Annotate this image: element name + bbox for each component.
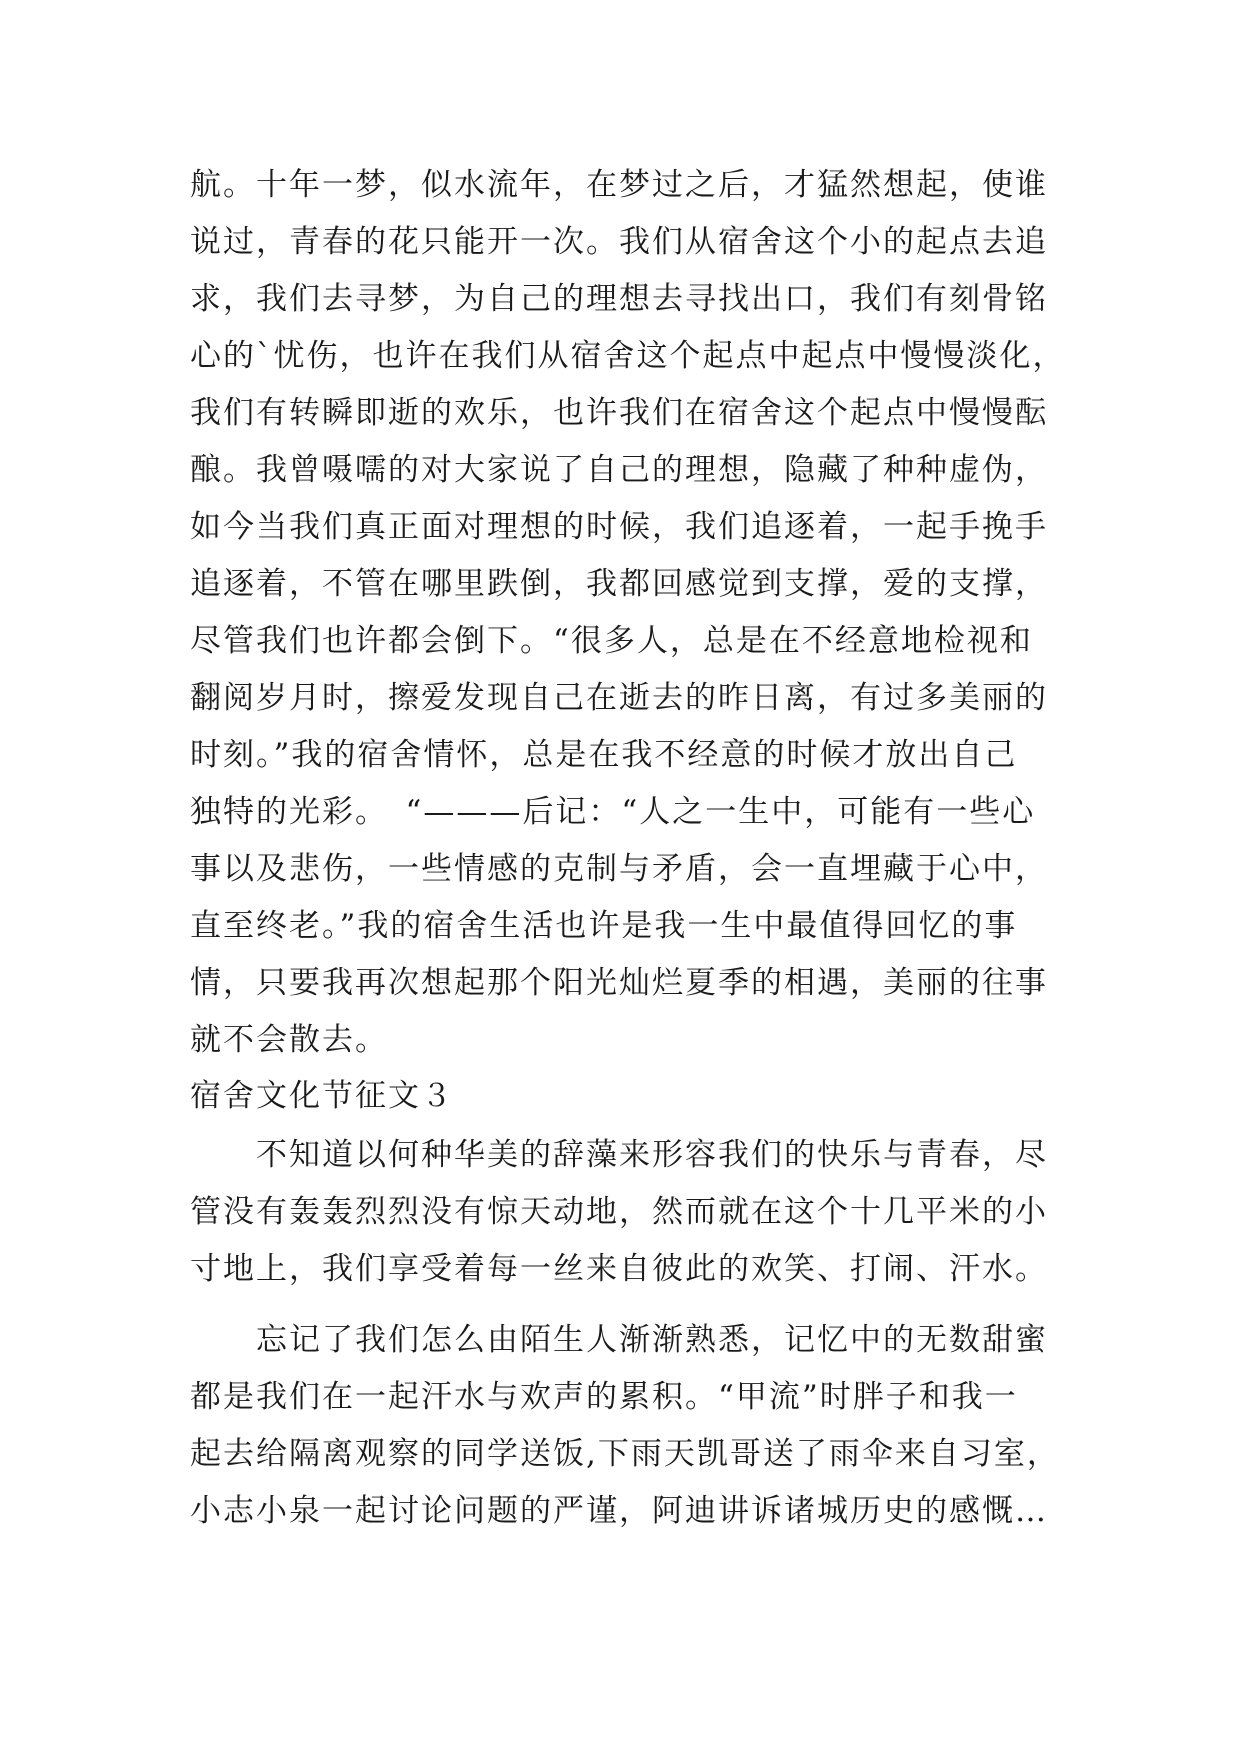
text-line: 我们有转瞬即逝的欢乐，也许我们在宿舍这个起点中慢慢酝 — [190, 395, 1048, 431]
section-title: 宿舍文化节征文３ — [190, 1078, 454, 1114]
text-line: 就不会散去。 — [190, 1022, 388, 1058]
text-line: 直至终老。”我的宿舍生活也许是我一生中最值得回忆的事 — [190, 908, 1018, 944]
text-line: 酿。我曾嗫嚅的对大家说了自己的理想，隐藏了种种虚伪， — [190, 452, 1048, 488]
text-line: 如今当我们真正面对理想的时候，我们追逐着，一起手挽手 — [190, 509, 1048, 545]
text-line: 翻阅岁月时，擦爱发现自己在逝去的昨日离，有过多美丽的 — [190, 680, 1048, 716]
text-line: 管没有轰轰烈烈没有惊天动地，然而就在这个十几平米的小 — [190, 1194, 1048, 1230]
text-line: 尽管我们也许都会倒下。“很多人，总是在不经意地检视和 — [190, 623, 1033, 659]
text-line: 忘记了我们怎么由陌生人渐渐熟悉，记忆中的无数甜蜜 — [256, 1322, 1048, 1358]
text-line: 求，我们去寻梦，为自己的理想去寻找出口，我们有刻骨铭 — [190, 281, 1048, 317]
text-line: 不知道以何种华美的辞藻来形容我们的快乐与青春，尽 — [256, 1137, 1048, 1173]
text-line: 航。十年一梦，似水流年，在梦过之后，才猛然想起，使谁 — [190, 167, 1048, 203]
text-line: 事以及悲伤，一些情感的克制与矛盾，会一直埋藏于心中， — [190, 851, 1048, 887]
text-line: 都是我们在一起汗水与欢声的累积。“甲流”时胖子和我一 — [190, 1379, 1018, 1415]
text-line: 寸地上，我们享受着每一丝来自彼此的欢笑、打闹、汗水。 — [190, 1251, 1048, 1287]
text-line: 情，只要我再次想起那个阳光灿烂夏季的相遇，美丽的往事 — [190, 965, 1048, 1001]
text-line: 追逐着，不管在哪里跌倒，我都回感觉到支撑，爱的支撑， — [190, 566, 1048, 602]
text-line: 起去给隔离观察的同学送饭,下雨天凯哥送了雨伞来自习室， — [190, 1436, 1060, 1472]
text-line: 说过，青春的花只能开一次。我们从宿舍这个小的起点去追 — [190, 224, 1048, 260]
text-line: 小志小泉一起讨论问题的严谨，阿迪讲诉诸城历史的感慨… — [190, 1493, 1048, 1529]
text-line: 独特的光彩。 “———后记：“人之一生中，可能有一些心 — [190, 794, 1036, 830]
text-line: 时刻。”我的宿舍情怀，总是在我不经意的时候才放出自己 — [190, 737, 1018, 773]
text-line: 心的`忧伤，也许在我们从宿舍这个起点中起点中慢慢淡化， — [190, 338, 1066, 374]
document-body — [190, 0, 1066, 1754]
